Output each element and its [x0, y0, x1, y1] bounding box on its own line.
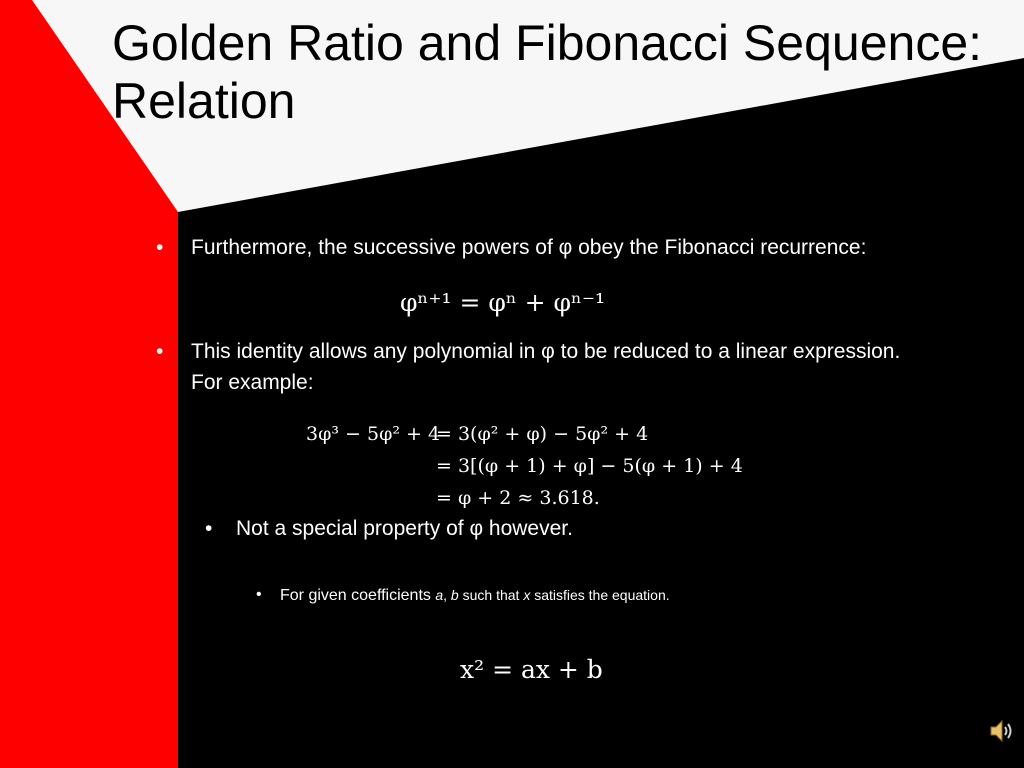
bullet-dot: • [256, 586, 262, 603]
bullet-text: Not a special property of φ however. [236, 517, 573, 540]
equation-row: = 3[(φ + 1) + φ] − 5(φ + 1) + 4 [436, 455, 743, 477]
slide-title: Golden Ratio and Fibonacci Sequence: Relation [112, 15, 983, 129]
bullet-dot: • [156, 236, 164, 259]
equation-row: = 3(φ² + φ) − 5φ² + 4 [436, 423, 649, 445]
bullet-text: This identity allows any polynomial in φ to be reduced to a linear expression. For example: [191, 340, 901, 394]
sub-bullet-lead: For given coefficients [280, 587, 436, 604]
var-x: x [523, 587, 531, 603]
equation-lhs: 3φ³ − 5φ² + 4 [306, 423, 441, 445]
var-b: b [450, 587, 459, 603]
sub-bullet-text [280, 584, 840, 607]
bullet-dot: • [156, 340, 164, 363]
bullet-dot: • [205, 517, 213, 540]
equation-recurrence: φⁿ⁺¹ = φⁿ + φⁿ⁻¹ [400, 288, 606, 317]
sub-bullet-mid: such that [458, 587, 524, 603]
equation-row: = φ + 2 ≈ 3.618. [436, 487, 600, 509]
equation-quadratic: x² = ax + b [460, 655, 603, 684]
bullet-text: Furthermore, the successive powers of φ obey the Fibonacci recurrence: [191, 236, 867, 259]
sub-bullet-tail: satisfies the equation. [530, 587, 670, 603]
var-a: a [435, 587, 444, 603]
sub-bullet-comma: , [443, 587, 451, 603]
speaker-icon[interactable] [988, 718, 1014, 744]
